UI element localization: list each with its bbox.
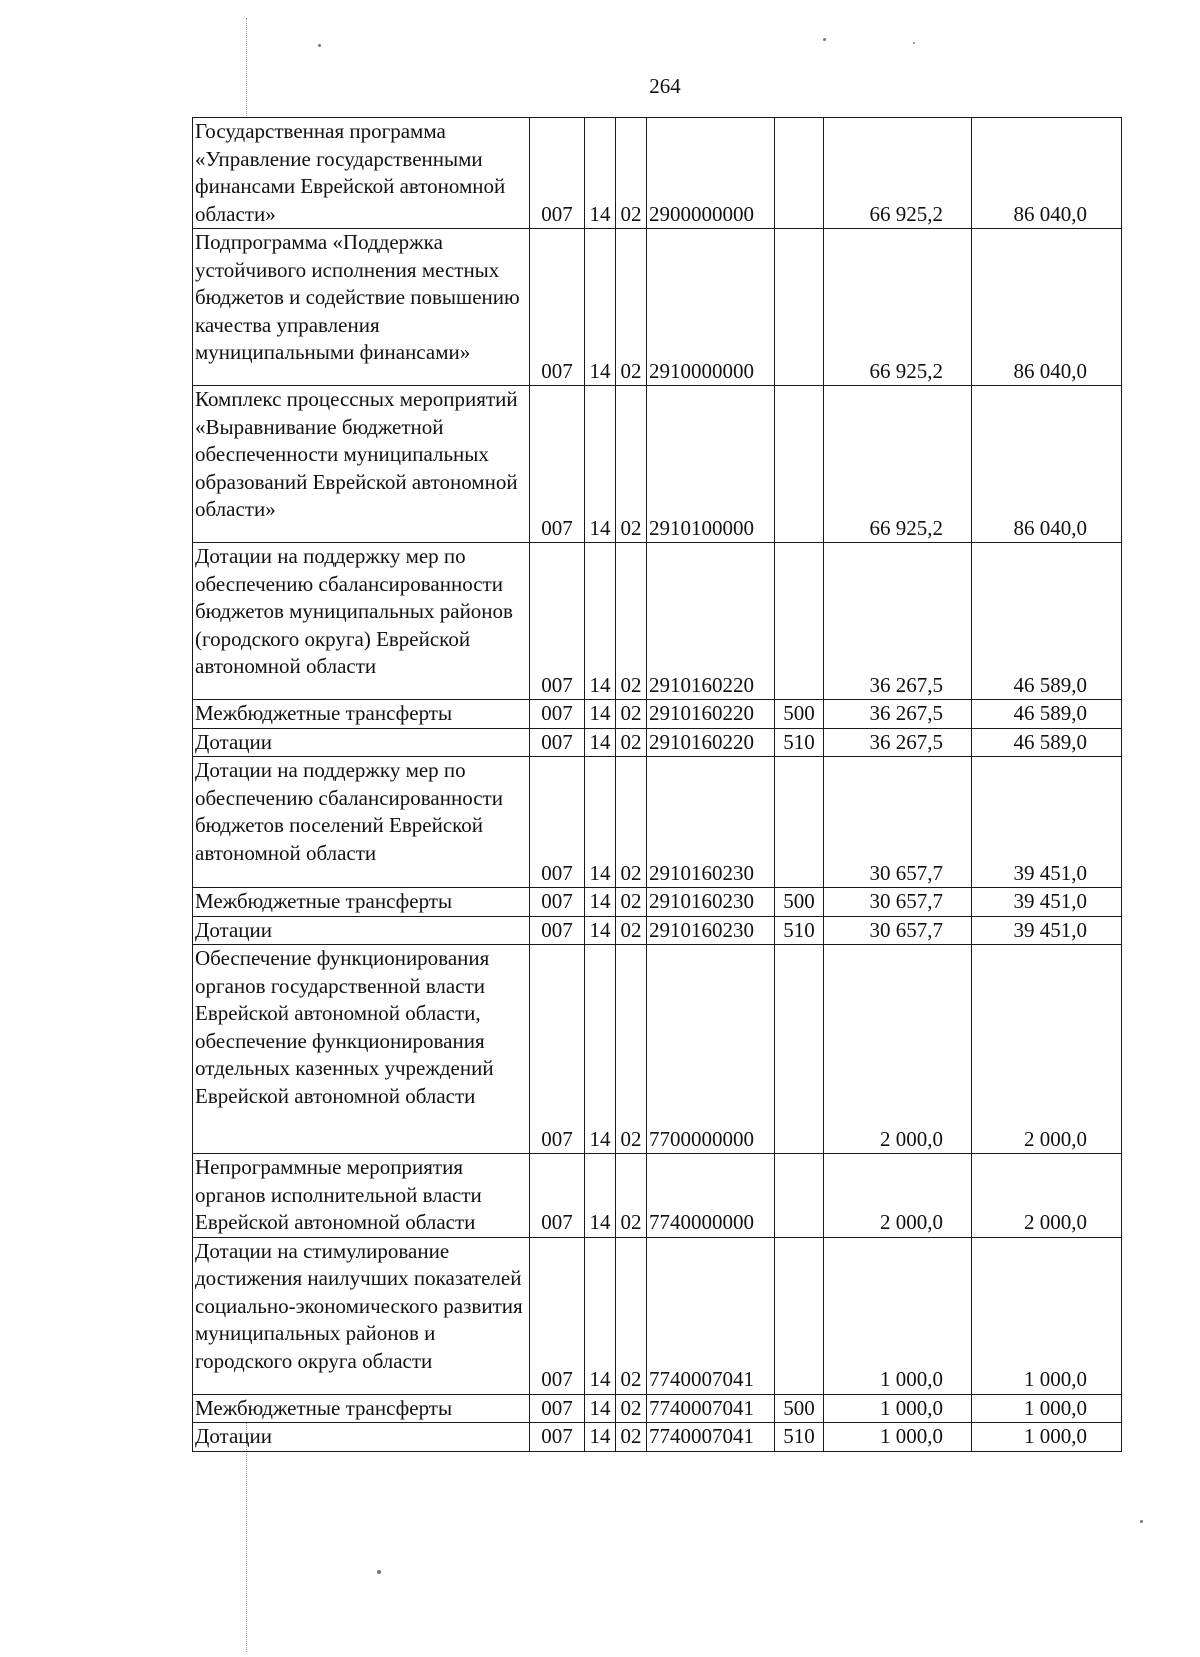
section-code: 14 bbox=[585, 728, 616, 757]
target-article-code: 7740000000 bbox=[647, 1154, 775, 1238]
scan-binding-line-top bbox=[246, 18, 247, 116]
amount-year-2: 86 040,0 bbox=[972, 229, 1122, 386]
target-article-code: 2910000000 bbox=[647, 229, 775, 386]
expense-type-code bbox=[775, 386, 824, 543]
amount-year-2: 46 589,0 bbox=[972, 543, 1122, 700]
expense-type-code: 500 bbox=[775, 888, 824, 917]
amount-year-1: 1 000,0 bbox=[824, 1237, 972, 1394]
amount-year-2: 2 000,0 bbox=[972, 1154, 1122, 1238]
ved-code: 007 bbox=[530, 1394, 585, 1423]
row-name: Подпрограмма «Поддержка устойчивого исполнения местных бюджетов и содействие повышению качества управления муниципальными финансами» bbox=[193, 229, 530, 386]
amount-year-1: 1 000,0 bbox=[824, 1394, 972, 1423]
scan-speck bbox=[913, 42, 915, 44]
row-name: Дотации на стимулирование достижения наилучших показателей социально-экономического развития муниципальных районов и городского округа области bbox=[193, 1237, 530, 1394]
expense-type-code: 510 bbox=[775, 916, 824, 945]
section-code: 14 bbox=[585, 945, 616, 1154]
target-article-code: 2910160220 bbox=[647, 728, 775, 757]
amount-year-1: 36 267,5 bbox=[824, 728, 972, 757]
section-code: 14 bbox=[585, 757, 616, 888]
section-code: 14 bbox=[585, 543, 616, 700]
target-article-code: 7740007041 bbox=[647, 1423, 775, 1452]
row-name: Дотации bbox=[193, 728, 530, 757]
table-row bbox=[193, 728, 1122, 757]
amount-year-1: 2 000,0 bbox=[824, 945, 972, 1154]
target-article-code: 2910160230 bbox=[647, 888, 775, 917]
ved-code: 007 bbox=[530, 757, 585, 888]
ved-code: 007 bbox=[530, 888, 585, 917]
ved-code: 007 bbox=[530, 386, 585, 543]
table-row bbox=[193, 386, 1122, 543]
target-article-code: 2910160230 bbox=[647, 916, 775, 945]
subsection-code: 02 bbox=[616, 916, 647, 945]
subsection-code: 02 bbox=[616, 888, 647, 917]
scan-speck bbox=[1140, 1520, 1143, 1523]
amount-year-2: 86 040,0 bbox=[972, 118, 1122, 229]
subsection-code: 02 bbox=[616, 386, 647, 543]
ved-code: 007 bbox=[530, 543, 585, 700]
table-row bbox=[193, 945, 1122, 1154]
row-name: Дотации bbox=[193, 916, 530, 945]
target-article-code: 7700000000 bbox=[647, 945, 775, 1154]
subsection-code: 02 bbox=[616, 945, 647, 1154]
section-code: 14 bbox=[585, 118, 616, 229]
table-row bbox=[193, 543, 1122, 700]
section-code: 14 bbox=[585, 700, 616, 729]
expense-type-code bbox=[775, 1237, 824, 1394]
amount-year-1: 66 925,2 bbox=[824, 386, 972, 543]
target-article-code: 2910100000 bbox=[647, 386, 775, 543]
expense-type-code bbox=[775, 945, 824, 1154]
subsection-code: 02 bbox=[616, 543, 647, 700]
table-row bbox=[193, 1423, 1122, 1452]
page-number: 264 bbox=[649, 74, 681, 98]
budget-table bbox=[192, 117, 1122, 1452]
subsection-code: 02 bbox=[616, 1423, 647, 1452]
expense-type-code: 510 bbox=[775, 1423, 824, 1452]
target-article-code: 7740007041 bbox=[647, 1394, 775, 1423]
section-code: 14 bbox=[585, 229, 616, 386]
amount-year-1: 36 267,5 bbox=[824, 700, 972, 729]
subsection-code: 02 bbox=[616, 757, 647, 888]
expense-type-code bbox=[775, 229, 824, 386]
ved-code: 007 bbox=[530, 945, 585, 1154]
amount-year-2: 1 000,0 bbox=[972, 1423, 1122, 1452]
subsection-code: 02 bbox=[616, 728, 647, 757]
section-code: 14 bbox=[585, 1423, 616, 1452]
table-row bbox=[193, 757, 1122, 888]
row-name: Межбюджетные трансферты bbox=[193, 700, 530, 729]
row-name: Дотации на поддержку мер по обеспечению сбалансированности бюджетов поселений Еврейской автономной области bbox=[193, 757, 530, 888]
amount-year-1: 30 657,7 bbox=[824, 916, 972, 945]
budget-table-body bbox=[193, 118, 1122, 1452]
target-article-code: 2910160220 bbox=[647, 700, 775, 729]
ved-code: 007 bbox=[530, 1423, 585, 1452]
target-article-code: 2910160220 bbox=[647, 543, 775, 700]
row-name: Дотации на поддержку мер по обеспечению сбалансированности бюджетов муниципальных районов (городского округа) Еврейской автономной области bbox=[193, 543, 530, 700]
table-row bbox=[193, 700, 1122, 729]
subsection-code: 02 bbox=[616, 118, 647, 229]
table-row bbox=[193, 888, 1122, 917]
amount-year-1: 36 267,5 bbox=[824, 543, 972, 700]
table-row bbox=[193, 229, 1122, 386]
row-name: Межбюджетные трансферты bbox=[193, 1394, 530, 1423]
subsection-code: 02 bbox=[616, 1237, 647, 1394]
amount-year-1: 2 000,0 bbox=[824, 1154, 972, 1238]
amount-year-1: 66 925,2 bbox=[824, 118, 972, 229]
amount-year-1: 1 000,0 bbox=[824, 1423, 972, 1452]
ved-code: 007 bbox=[530, 118, 585, 229]
subsection-code: 02 bbox=[616, 1394, 647, 1423]
target-article-code: 2900000000 bbox=[647, 118, 775, 229]
row-name: Государственная программа «Управление государственными финансами Еврейской автономной области» bbox=[193, 118, 530, 229]
subsection-code: 02 bbox=[616, 1154, 647, 1238]
ved-code: 007 bbox=[530, 728, 585, 757]
scan-speck bbox=[318, 44, 321, 47]
amount-year-2: 1 000,0 bbox=[972, 1237, 1122, 1394]
ved-code: 007 bbox=[530, 229, 585, 386]
section-code: 14 bbox=[585, 1394, 616, 1423]
row-name: Обеспечение функционирования органов государственной власти Еврейской автономной области, обеспечение функционирования отдельных казенных учреждений Еврейской автономной области bbox=[193, 945, 530, 1154]
section-code: 14 bbox=[585, 1154, 616, 1238]
expense-type-code: 510 bbox=[775, 728, 824, 757]
amount-year-2: 46 589,0 bbox=[972, 700, 1122, 729]
section-code: 14 bbox=[585, 1237, 616, 1394]
table-row bbox=[193, 1237, 1122, 1394]
amount-year-1: 30 657,7 bbox=[824, 888, 972, 917]
amount-year-1: 66 925,2 bbox=[824, 229, 972, 386]
ved-code: 007 bbox=[530, 1154, 585, 1238]
section-code: 14 bbox=[585, 916, 616, 945]
table-row bbox=[193, 1154, 1122, 1238]
row-name: Дотации bbox=[193, 1423, 530, 1452]
amount-year-2: 39 451,0 bbox=[972, 916, 1122, 945]
amount-year-2: 2 000,0 bbox=[972, 945, 1122, 1154]
table-row bbox=[193, 118, 1122, 229]
section-code: 14 bbox=[585, 386, 616, 543]
amount-year-1: 30 657,7 bbox=[824, 757, 972, 888]
section-code: 14 bbox=[585, 888, 616, 917]
table-row bbox=[193, 1394, 1122, 1423]
amount-year-2: 1 000,0 bbox=[972, 1394, 1122, 1423]
expense-type-code bbox=[775, 118, 824, 229]
expense-type-code: 500 bbox=[775, 700, 824, 729]
expense-type-code bbox=[775, 543, 824, 700]
table-row bbox=[193, 916, 1122, 945]
subsection-code: 02 bbox=[616, 229, 647, 386]
ved-code: 007 bbox=[530, 700, 585, 729]
ved-code: 007 bbox=[530, 1237, 585, 1394]
target-article-code: 7740007041 bbox=[647, 1237, 775, 1394]
row-name: Непрограммные мероприятия органов исполнительной власти Еврейской автономной области bbox=[193, 1154, 530, 1238]
scan-binding-line-bottom bbox=[246, 1422, 247, 1652]
ved-code: 007 bbox=[530, 916, 585, 945]
amount-year-2: 46 589,0 bbox=[972, 728, 1122, 757]
scan-speck bbox=[823, 38, 826, 41]
amount-year-2: 39 451,0 bbox=[972, 888, 1122, 917]
subsection-code: 02 bbox=[616, 700, 647, 729]
scan-speck bbox=[377, 1570, 381, 1574]
row-name: Межбюджетные трансферты bbox=[193, 888, 530, 917]
expense-type-code bbox=[775, 1154, 824, 1238]
row-name: Комплекс процессных мероприятий «Выравнивание бюджетной обеспеченности муниципальных образований Еврейской автономной области» bbox=[193, 386, 530, 543]
expense-type-code bbox=[775, 757, 824, 888]
amount-year-2: 86 040,0 bbox=[972, 386, 1122, 543]
target-article-code: 2910160230 bbox=[647, 757, 775, 888]
expense-type-code: 500 bbox=[775, 1394, 824, 1423]
amount-year-2: 39 451,0 bbox=[972, 757, 1122, 888]
